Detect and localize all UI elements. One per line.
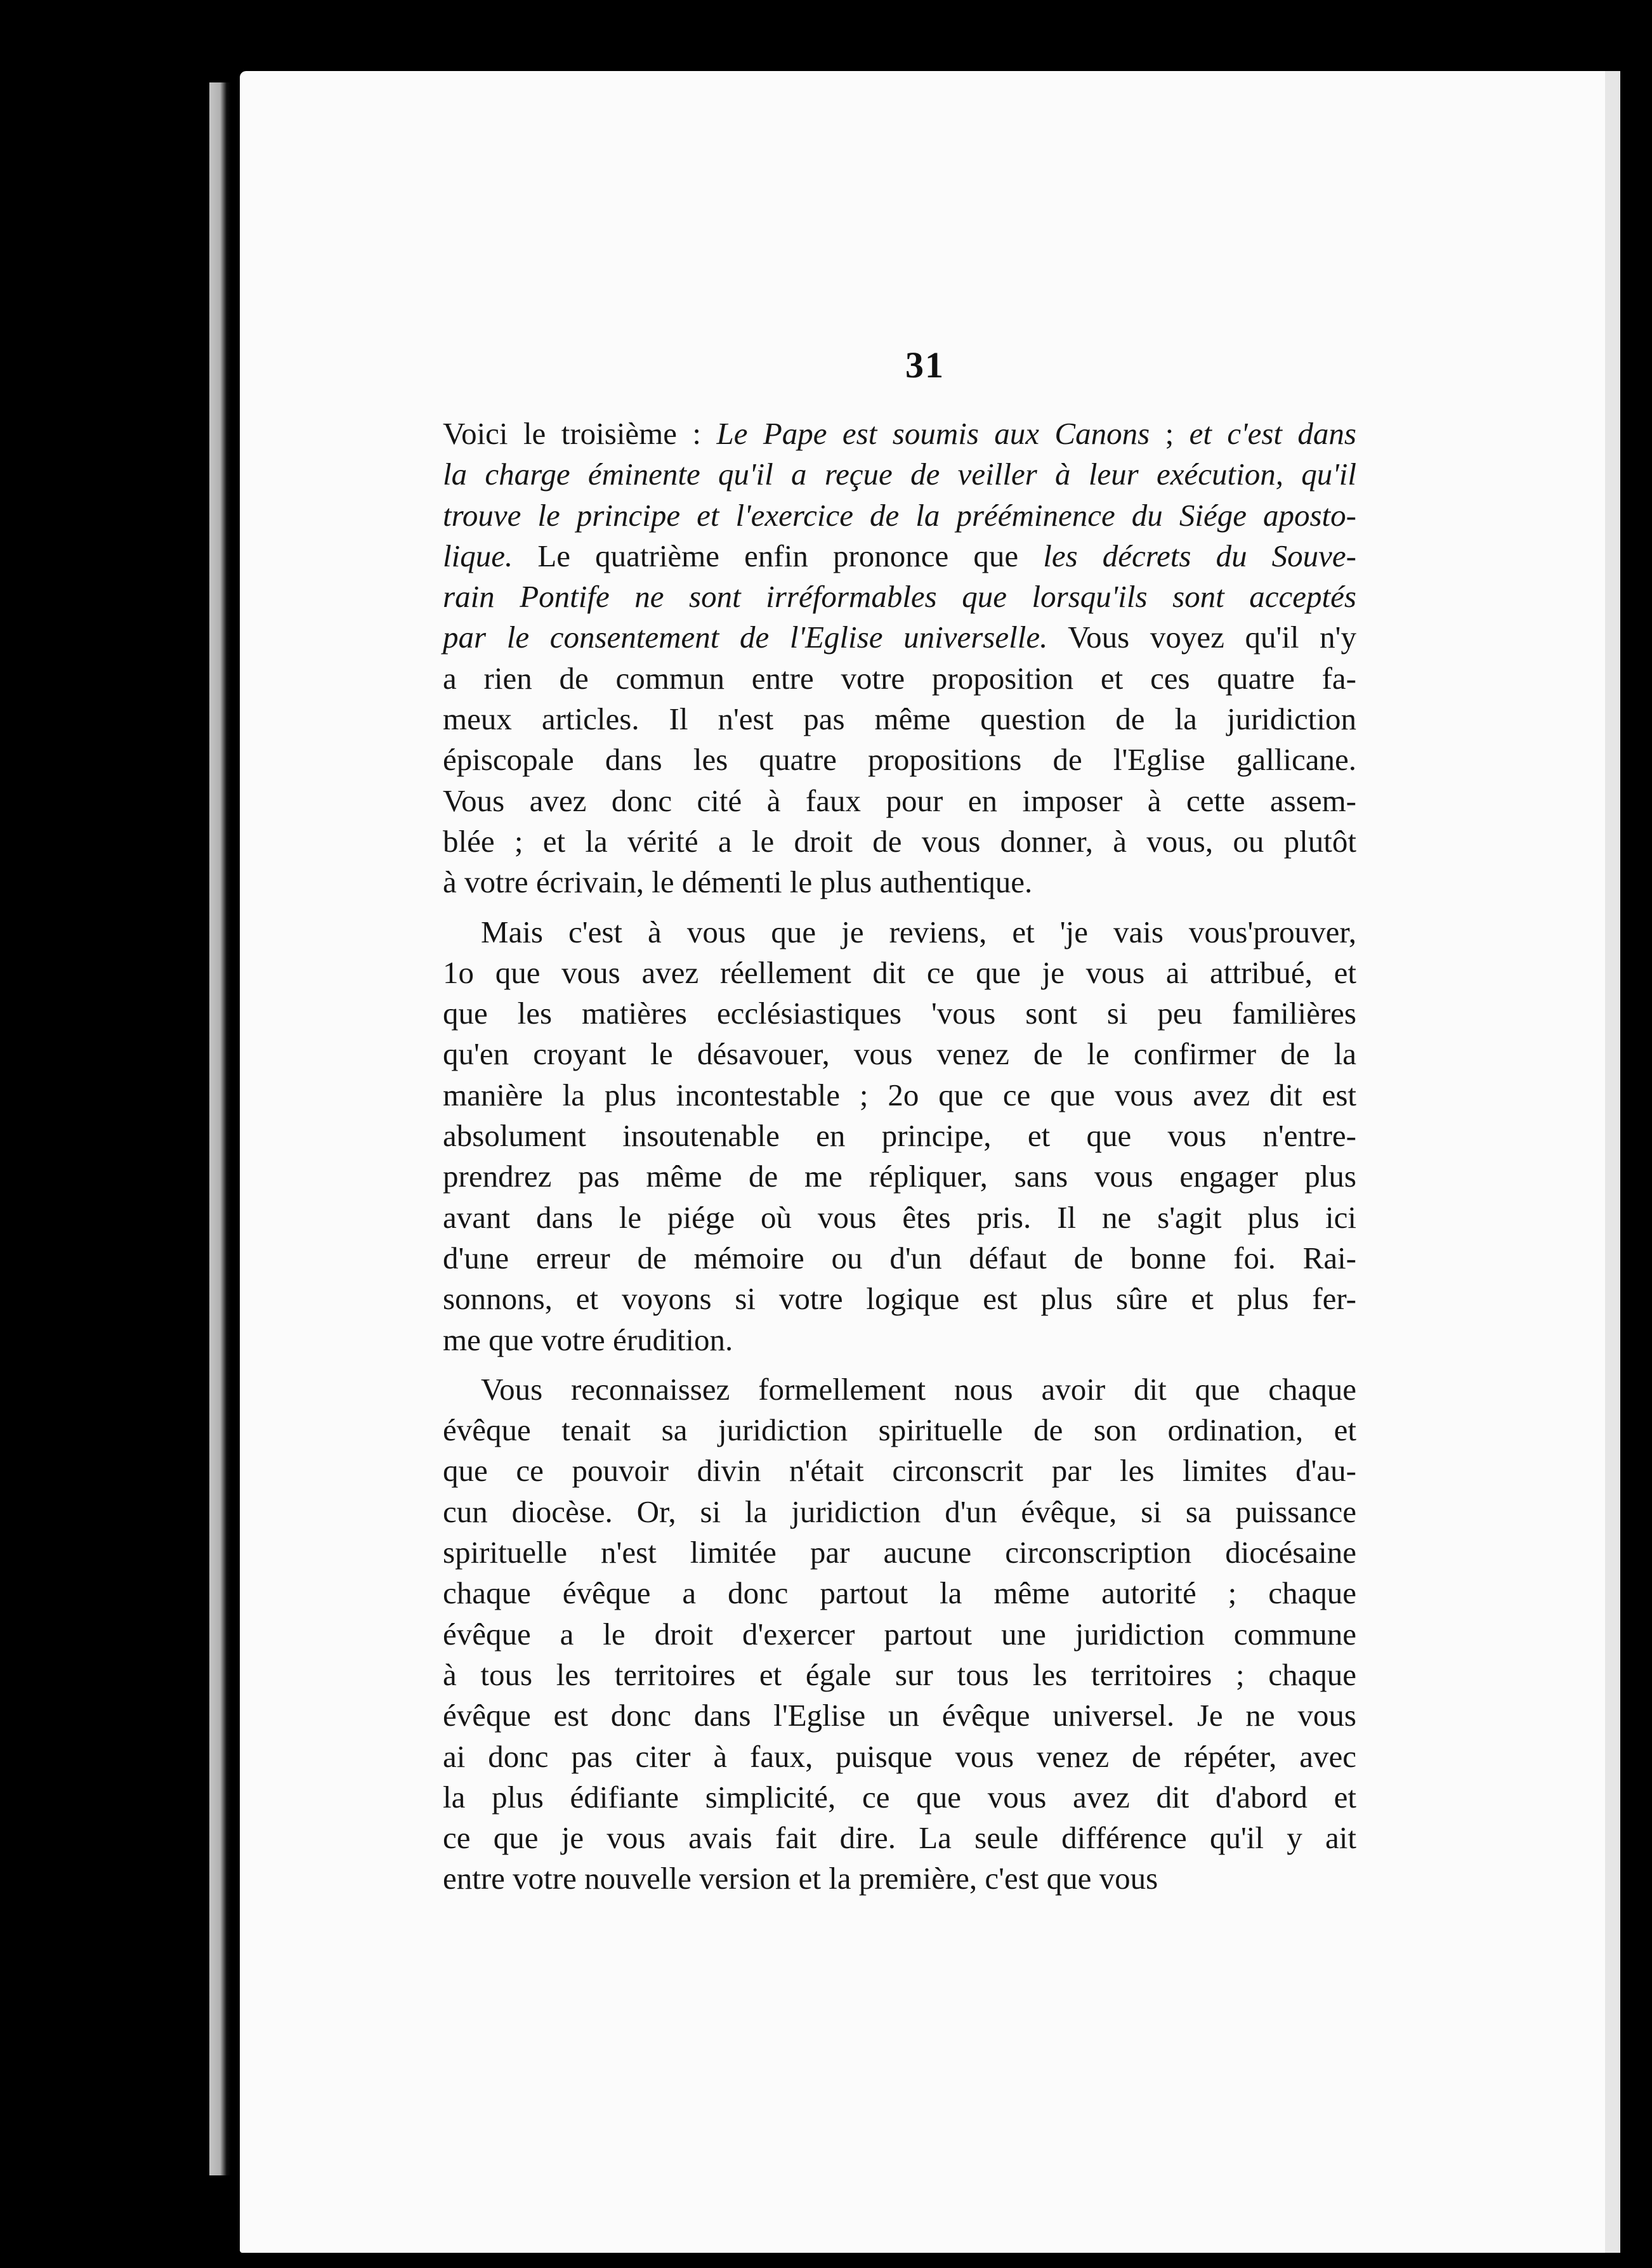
text-line	[443, 1410, 1356, 1450]
italic-text: et c'est dans	[1189, 416, 1356, 451]
text-segment: évêque est donc dans l'Eglise un évêque universel. Je ne vous	[443, 1698, 1356, 1733]
text-line	[443, 1492, 1356, 1532]
body-text	[443, 414, 1356, 1908]
text-line	[443, 1858, 1356, 1899]
text-segment: que ce pouvoir divin n'était circonscrit par les limites d'au-	[443, 1453, 1356, 1489]
text-line	[443, 1034, 1356, 1074]
text-line	[443, 1655, 1356, 1695]
text-segment: spirituelle n'est limitée par aucune circonscription diocésaine	[443, 1535, 1356, 1570]
italic-text: Le Pape est soumis aux Canons	[716, 416, 1150, 451]
text-segment: Vous voyez qu'il n'y	[1047, 620, 1356, 655]
italic-text: rain Pontife ne sont irréformables que lorsqu'ils sont acceptés	[443, 579, 1356, 615]
text-line	[443, 1695, 1356, 1736]
text-segment: me que votre érudition.	[443, 1322, 733, 1357]
text-segment: manière la plus incontestable ; 2o que ce que vous avez dit est	[443, 1077, 1356, 1112]
text-line	[443, 1532, 1356, 1573]
text-segment: évêque tenait sa juridiction spirituelle de son ordination, et	[443, 1412, 1356, 1448]
text-line	[443, 1156, 1356, 1197]
text-segment: chaque évêque a donc partout la même autorité ; chaque	[443, 1575, 1356, 1611]
book-spine-shadow	[209, 82, 231, 2175]
text-segment: prendrez pas même de me répliquer, sans vous engager plus	[443, 1159, 1356, 1194]
text-segment: ce que je vous avais fait dire. La seule différence qu'il y ait	[443, 1820, 1356, 1856]
text-line	[443, 699, 1356, 740]
book-page	[240, 71, 1610, 2253]
italic-text: la charge éminente qu'il a reçue de veiller à leur exécution, qu'il	[443, 457, 1356, 492]
text-segment: cun diocèse. Or, si la juridiction d'un évêque, si sa puissance	[443, 1494, 1356, 1529]
text-segment: Mais c'est à vous que je reviens, et 'je vais vous'prouver,	[481, 914, 1356, 949]
text-line	[443, 1116, 1356, 1156]
text-segment: Vous avez donc cité à faux pour en imposer à cette assem-	[443, 783, 1356, 818]
text-line	[443, 862, 1356, 903]
text-segment: à tous les territoires et égale sur tous les territoires ; chaque	[443, 1657, 1356, 1692]
text-line	[443, 414, 1356, 454]
text-line	[443, 536, 1356, 577]
text-line	[443, 617, 1356, 658]
italic-text: trouve le principe et l'exercice de la prééminence du Siége aposto-	[443, 497, 1356, 533]
text-line	[443, 781, 1356, 821]
text-line	[443, 912, 1356, 953]
paragraph	[443, 414, 1356, 903]
text-segment: la plus édifiante simplicité, ce que vous avez dit d'abord et	[443, 1779, 1356, 1815]
italic-text: les décrets du Souve-	[1043, 538, 1356, 573]
text-line	[443, 577, 1356, 617]
text-segment: ;	[1150, 416, 1190, 451]
text-segment: Le quatrième enfin prononce que	[513, 538, 1044, 573]
text-segment: blée ; et la vérité a le droit de vous donner, à vous, ou plutôt	[443, 823, 1356, 859]
text-line	[443, 953, 1356, 993]
text-segment: d'une erreur de mémoire ou d'un défaut de bonne foi. Rai-	[443, 1240, 1356, 1275]
text-line	[443, 1279, 1356, 1319]
text-line	[443, 658, 1356, 699]
text-line	[443, 993, 1356, 1034]
text-line	[443, 1818, 1356, 1858]
text-segment: a rien de commun entre votre proposition et ces quatre fa-	[443, 660, 1356, 696]
text-segment: à votre écrivain, le démenti le plus authentique.	[443, 864, 1033, 900]
italic-text: par le consentement de l'Eglise universelle.	[443, 620, 1048, 655]
text-segment: meux articles. Il n'est pas même question de la juridiction	[443, 701, 1356, 737]
text-segment: sonnons, et voyons si votre logique est plus sûre et plus fer-	[443, 1281, 1356, 1317]
text-segment: 1o que vous avez réellement dit ce que je vous ai attribué, et	[443, 955, 1356, 990]
text-segment: avant dans le piége où vous êtes pris. Il ne s'agit plus ici	[443, 1199, 1356, 1235]
text-line	[443, 1197, 1356, 1238]
italic-text: lique.	[443, 538, 513, 573]
text-segment: absolument insoutenable en principe, et que vous n'entre-	[443, 1118, 1356, 1154]
text-line	[443, 1737, 1356, 1777]
text-segment: entre votre nouvelle version et la première, c'est que vous	[443, 1861, 1158, 1896]
page-number: 31	[905, 344, 945, 386]
text-segment: qu'en croyant le désavouer, vous venez de le confirmer de la	[443, 1036, 1356, 1072]
text-segment: que les matières ecclésiastiques 'vous sont si peu familières	[443, 996, 1356, 1031]
text-segment: Vous reconnaissez formellement nous avoir dit que chaque	[481, 1371, 1356, 1407]
text-line	[443, 1238, 1356, 1279]
text-segment: épiscopale dans les quatre propositions de l'Eglise gallicane.	[443, 742, 1356, 778]
paragraph	[443, 1369, 1356, 1900]
page-edge	[1605, 71, 1620, 2253]
text-line	[443, 1573, 1356, 1613]
text-line	[443, 1075, 1356, 1116]
text-line	[443, 740, 1356, 780]
text-line	[443, 1614, 1356, 1655]
text-line	[443, 1369, 1356, 1410]
text-line	[443, 1320, 1356, 1360]
text-segment: ai donc pas citer à faux, puisque vous venez de répéter, avec	[443, 1738, 1356, 1774]
text-segment: Voici le troisième :	[443, 416, 717, 451]
text-line	[443, 821, 1356, 862]
paragraph	[443, 912, 1356, 1360]
text-line	[443, 1777, 1356, 1818]
text-line	[443, 1450, 1356, 1491]
text-line	[443, 495, 1356, 536]
text-line	[443, 454, 1356, 495]
text-segment: évêque a le droit d'exercer partout une juridiction commune	[443, 1616, 1356, 1652]
